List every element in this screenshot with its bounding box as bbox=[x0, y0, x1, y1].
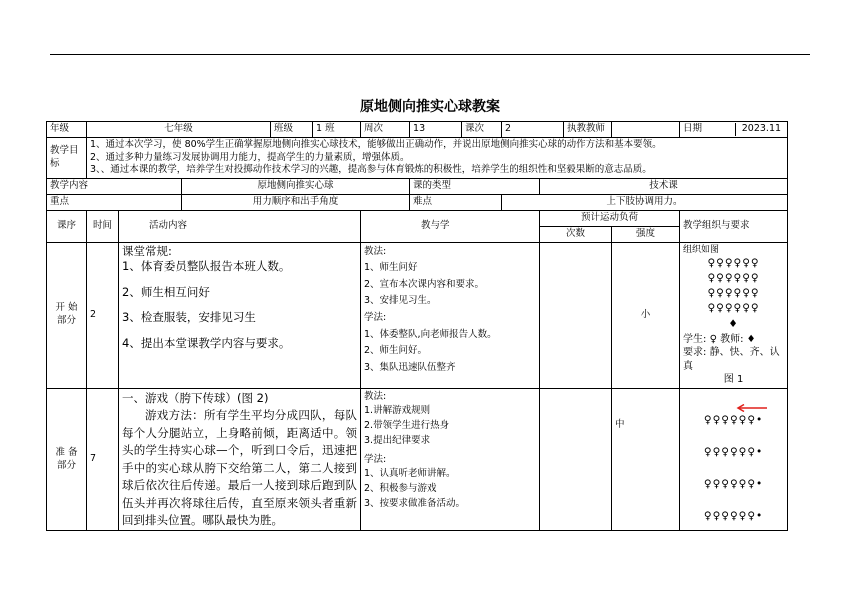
section-activity bbox=[119, 388, 361, 531]
header-rule bbox=[50, 54, 810, 55]
teach-line: 2.带领学生进行热身 bbox=[364, 420, 450, 432]
teach-line: 2、宣布本次课内容和要求。 bbox=[364, 278, 485, 290]
col-count: 次数 bbox=[540, 226, 612, 242]
teacher-marker: ♦ bbox=[728, 317, 739, 330]
figure-label: 图 1 bbox=[723, 374, 744, 386]
section-organization bbox=[680, 242, 788, 388]
section-count bbox=[540, 242, 612, 388]
red-arrow-icon bbox=[736, 404, 768, 412]
student-row: ♀♀♀♀♀♀ bbox=[707, 271, 760, 284]
teach-line: 1、体委整队,向老师报告人数。 bbox=[364, 328, 497, 340]
col-order: 课序 bbox=[47, 210, 87, 242]
teach-line: 2、积极参与游戏 bbox=[364, 483, 437, 495]
goal-item: 1、通过本次学习，使 80%学生正确掌握原地侧向推实心球技术，能够做出正确动作，并说出原地侧向推实心球的动作方法和基本要领。 bbox=[90, 138, 662, 150]
section-intensity: 小 bbox=[612, 242, 680, 388]
teach-line: 学法: bbox=[364, 453, 387, 465]
student-row: ♀♀♀♀♀♀ bbox=[707, 256, 760, 269]
key-point-value: 用力顺序和出手角度 bbox=[182, 195, 410, 211]
difficulty-value: 上下肢协调用力。 bbox=[502, 195, 788, 211]
class-label: 班级 bbox=[271, 122, 313, 138]
goal-item: 2、通过多种力量练习发展协调用力能力，提高学生的力量素质，增强体质。 bbox=[90, 151, 410, 163]
grade-label: 年级 bbox=[47, 122, 87, 138]
section-organization bbox=[680, 388, 788, 531]
teach-line: 教法: bbox=[364, 245, 387, 257]
lesson-type-value: 技术课 bbox=[540, 179, 788, 195]
activity-gap bbox=[122, 326, 357, 336]
org-requirement: 要求: 静、快、齐、认真 bbox=[683, 347, 780, 372]
teach-line: 3、集队迅速队伍整齐 bbox=[364, 361, 456, 373]
activity-line: 1、体育委员整队报告本班人数。 bbox=[122, 259, 291, 274]
teach-line: 3.提出纪律要求 bbox=[364, 434, 431, 446]
section-activity bbox=[119, 242, 361, 388]
teach-line: 1、师生问好 bbox=[364, 262, 418, 274]
team-row: ♀♀♀♀♀♀• bbox=[703, 478, 764, 491]
col-teach: 教与学 bbox=[361, 210, 540, 242]
activity-gap bbox=[122, 300, 357, 310]
game-description: 游戏方法：所有学生平均分成四队，每队每个人分腿站立，上身略前倾，距离适中。领头的学生持实心球—个，听到口令后，迅速把手中的实心球从胯下交给第二人，第二人接到球后依次往后传递。最后一人接到球后跑到队伍头并再次将球往后传，直至原来领头者重新回到排头位置。哪队最快为胜。 bbox=[122, 408, 358, 528]
goals-label: 教学目标 bbox=[47, 137, 87, 178]
teach-line: 学法: bbox=[364, 312, 387, 323]
activity-line: 4、提出本堂课教学内容与要求。 bbox=[122, 335, 291, 350]
class-value: 1 班 bbox=[313, 122, 361, 138]
col-intensity: 强度 bbox=[612, 226, 680, 242]
game-title: 一、游戏（胯下传球）(图 2) bbox=[122, 390, 269, 405]
section-name: 准 备 部分 bbox=[47, 388, 87, 531]
goal-item: 3、、通过本课的教学，培养学生对投掷动作技术学习的兴趣，提高参与体育锻炼的积极性，培养学生的组织性和坚毅果断的意志品质。 bbox=[90, 164, 652, 176]
teach-line: 1、认真听老师讲解。 bbox=[364, 468, 456, 480]
teacher-value bbox=[612, 122, 680, 138]
team-row: ♀♀♀♀♀♀• bbox=[703, 445, 764, 458]
document-title: 原地侧向推实心球教案 bbox=[360, 99, 500, 115]
col-org: 教学组织与要求 bbox=[680, 210, 788, 242]
section-teach bbox=[361, 242, 540, 388]
date-cell bbox=[680, 122, 788, 138]
activity-line: 2、师生相互问好 bbox=[122, 284, 210, 299]
org-legend: 学生: ♀ 教师: ♦ bbox=[683, 333, 756, 345]
difficulty-label: 难点 bbox=[410, 195, 502, 211]
col-load: 预计运动负荷 bbox=[540, 210, 680, 226]
section-time: 2 bbox=[87, 242, 119, 388]
content-label: 教学内容 bbox=[47, 179, 182, 195]
activity-line: 3、检查服装，安排见习生 bbox=[122, 310, 256, 325]
teach-line: 2、师生问好。 bbox=[364, 345, 428, 357]
teach-line: 教法: bbox=[364, 390, 387, 402]
col-activity: 活动内容 bbox=[119, 210, 361, 242]
week-label: 周次 bbox=[361, 122, 410, 138]
content-value: 原地侧向推实心球 bbox=[182, 179, 410, 195]
goals-list bbox=[87, 137, 788, 178]
lesson-label: 课次 bbox=[462, 122, 502, 138]
student-row: ♀♀♀♀♀♀ bbox=[707, 302, 760, 315]
section-teach bbox=[361, 388, 540, 531]
teach-line: 3、安排见习生。 bbox=[364, 295, 437, 307]
week-value: 13 bbox=[410, 122, 462, 138]
teach-line: 3、按要求做准备活动。 bbox=[364, 497, 466, 509]
student-formation bbox=[683, 256, 784, 332]
lesson-type-label: 课的类型 bbox=[410, 179, 540, 195]
section-time: 7 bbox=[87, 388, 119, 531]
student-row: ♀♀♀♀♀♀ bbox=[707, 287, 760, 300]
teacher-label: 执教教师 bbox=[564, 122, 612, 138]
section-intensity: 中 bbox=[612, 388, 680, 531]
team-row: ♀♀♀♀♀♀• bbox=[703, 413, 764, 426]
lesson-plan-table bbox=[46, 121, 788, 531]
activity-line: 课堂常规: bbox=[122, 243, 172, 258]
col-time: 时间 bbox=[87, 210, 119, 242]
org-caption: 组织如图 bbox=[683, 244, 720, 255]
date-value: 2023.11 bbox=[741, 123, 782, 134]
lesson-value: 2 bbox=[502, 122, 564, 138]
section-name: 开 始 部分 bbox=[47, 242, 87, 388]
section-count bbox=[540, 388, 612, 531]
grade-value: 七年级 bbox=[87, 122, 271, 138]
date-label: 日期 bbox=[680, 123, 736, 136]
team-row: ♀♀♀♀♀♀• bbox=[703, 510, 764, 523]
teach-line: 1.讲解游戏规则 bbox=[364, 405, 431, 417]
activity-gap bbox=[122, 275, 357, 285]
key-point-label: 重点 bbox=[47, 195, 182, 211]
